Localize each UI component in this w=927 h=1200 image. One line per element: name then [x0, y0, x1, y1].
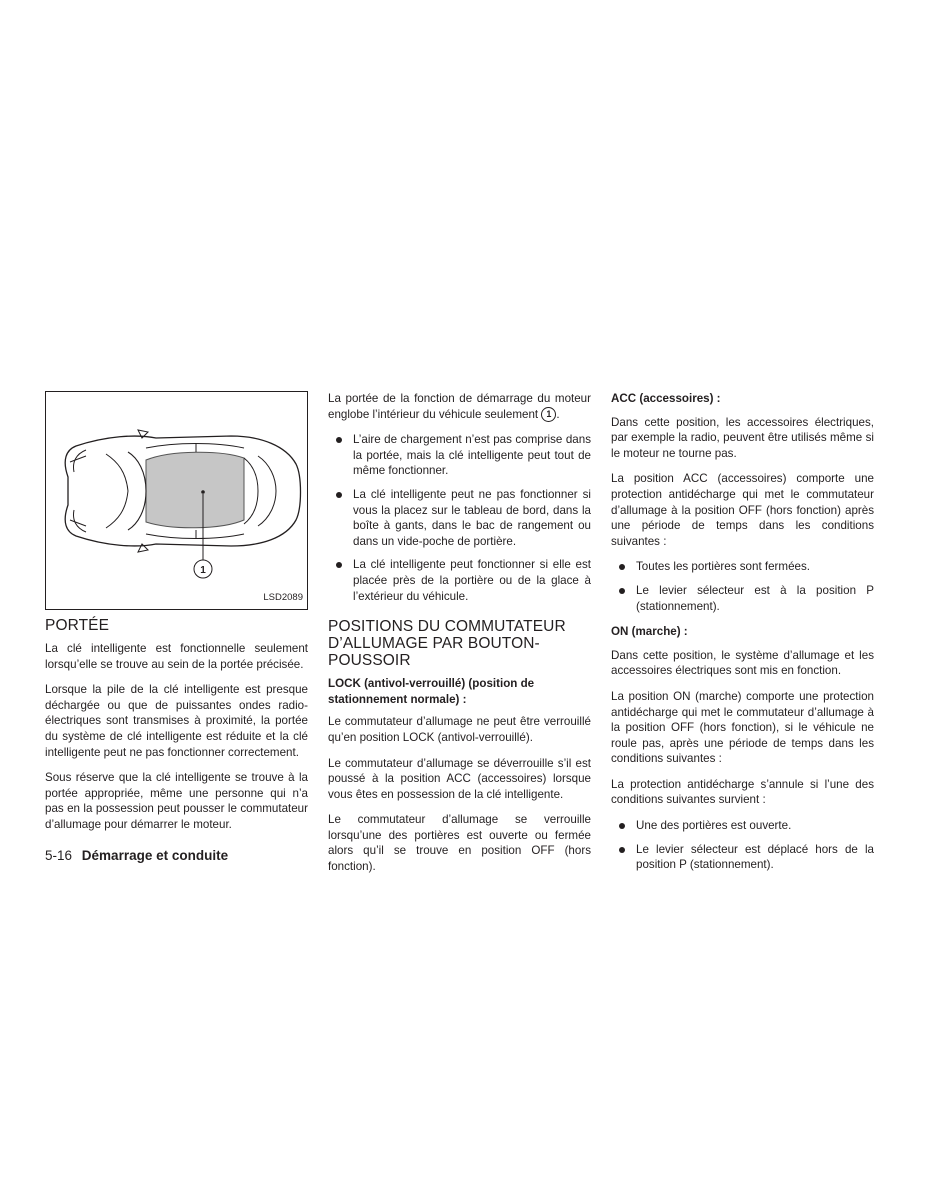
list-item: Une des portières est ouverte. [611, 818, 874, 834]
circled-marker-1: 1 [541, 407, 556, 422]
paragraph: La protection antidécharge s’annule si l’une des conditions suivantes survient : [611, 777, 874, 807]
figure-label: LSD2089 [263, 592, 303, 604]
paragraph: Le commutateur d’allumage ne peut être verrouillé qu’en position LOCK (antivol-verrouillé). [328, 715, 591, 744]
heading-positions-commutateur: POSITIONS DU COMMUTATEUR D’ALLUMAGE PAR BOUTON-POUSSOIR [328, 618, 566, 670]
column-3 [611, 391, 874, 883]
intro-text: La portée de la fonction de démarrage du moteur englobe l’intérieur du véhicule seulement [328, 392, 591, 421]
list-item: Le levier sélecteur est déplacé hors de la position P (stationnement). [611, 842, 874, 873]
acc-bullet-list [611, 559, 874, 614]
column-1 [45, 391, 308, 843]
paragraph: La position ACC (accessoires) comporte une protection antidécharge qui met le commutateur d’allumage à la position OFF (hors fonction) après une période de temps dans les conditions suivantes : [611, 472, 874, 548]
column-2 [328, 391, 591, 885]
subheading-lock: LOCK (antivol-verrouillé) (position de stationnement normale) : [328, 677, 535, 706]
paragraph: La position ON (marche) comporte une protection antidécharge qui met le commutateur d’allumage à la position OFF (hors fonction), si le véhicule ne roule pas, après une période de temps dans les conditions suivantes : [611, 689, 874, 766]
list-item: Toutes les portières sont fermées. [611, 559, 874, 575]
car-range-figure [45, 391, 308, 610]
paragraph: Le commutateur d’allumage se déverrouille s’il est poussé à la position ACC (accessoires) lorsque vous êtes en possession de la clé intelligente. [328, 756, 591, 801]
page-footer [45, 848, 228, 863]
page-number: 5-16 [45, 848, 73, 863]
list-item: La clé intelligente peut ne pas fonctionner si vous la placez sur le tableau de bord, dans la boîte à gants, dans le bac de rangement ou dans un vide-poche de portière. [328, 487, 591, 549]
on-bullet-list [611, 818, 874, 873]
section-title: Démarrage et conduite [81, 848, 229, 863]
car-top-view-illustration [46, 392, 307, 609]
paragraph: Lorsque la pile de la clé intelligente est presque déchargée ou que de puissantes ondes radio-électriques sont transmises à proximité, la portée du système de clé intelligente est réduite et la clé intelligente peut ne pas fonctionner correctement. [45, 683, 308, 759]
figure-marker-1: 1 [200, 565, 206, 576]
paragraph: Le commutateur d’allumage se verrouille lorsqu’une des portières est ouverte ou fermée alors qu’il se trouve en position OFF (hors fonction). [328, 813, 591, 874]
paragraph: La clé intelligente est fonctionnelle seulement lorsqu’elle se trouve au sein de la portée précisée. [45, 642, 308, 671]
list-item: Le levier sélecteur est à la position P (stationnement). [611, 583, 874, 614]
intro-paragraph: La portée de la fonction de démarrage du moteur englobe l’intérieur du véhicule seulement 1 . [328, 392, 591, 421]
heading-portee: PORTÉE [45, 617, 110, 634]
subheading-acc: ACC (accessoires) : [611, 392, 721, 405]
paragraph: Sous réserve que la clé intelligente se trouve à la portée appropriée, même une personne qui n’a pas en la possession peut pousser le commutateur d’allumage pour démarrer le moteur. [45, 771, 308, 831]
paragraph: Dans cette position, les accessoires électriques, par exemple la radio, peuvent être utilisés même si le moteur ne tourne pas. [611, 415, 874, 460]
subheading-on: ON (marche) : [611, 625, 688, 639]
list-item: L’aire de chargement n’est pas comprise dans la portée, mais la clé intelligente peut tout de même fonctionner. [328, 432, 591, 479]
list-item: La clé intelligente peut fonctionner si elle est placée près de la portière ou de la glace à l’extérieur du véhicule. [328, 557, 591, 604]
paragraph: Dans cette position, le système d’allumage et les accessoires électriques sont mis en fonction. [611, 648, 874, 678]
range-bullet-list [328, 432, 591, 604]
